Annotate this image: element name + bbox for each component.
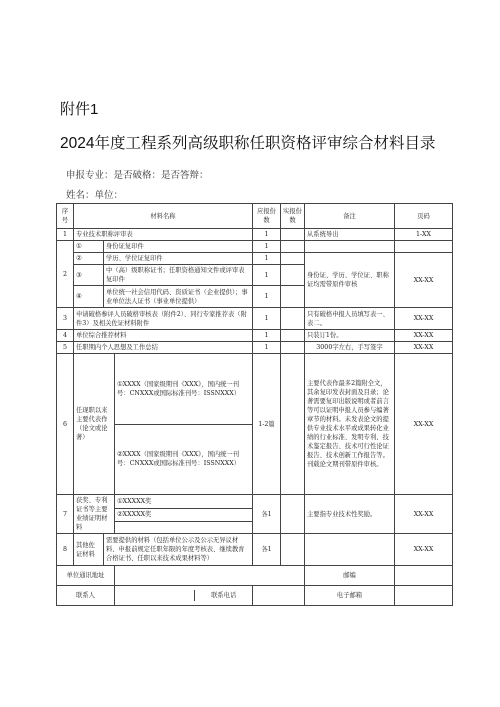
note-cell-empty (305, 534, 395, 566)
copies-cell: 1 (253, 241, 281, 253)
copies-cell: 1 (253, 342, 281, 354)
seq-cell: 1 (57, 229, 74, 241)
table-row (57, 354, 453, 495)
seq-cell: 8 (57, 534, 74, 566)
category-label: 获奖、专利证书等主要业绩证明材料 (74, 495, 115, 534)
actual-cell (281, 534, 305, 566)
copies-cell: 1 (253, 253, 281, 265)
contact-phone-cell (115, 586, 253, 606)
copies-cell: 1 (253, 265, 281, 286)
page-title: 2024年度工程系列高级职称任职资格评审综合材料目录 (60, 135, 436, 152)
page-cell: XX-XX (395, 330, 453, 342)
note-cell: 身份证、学历、学位证、职称证均需带原件审核 (305, 253, 395, 308)
item-list (115, 354, 252, 494)
address-value[interactable] (115, 566, 305, 586)
meta-line-name: 姓名：单位： (66, 190, 124, 201)
meta-line-specialty: 申报专业：是否破格：是否答辩： (66, 170, 209, 181)
actual-cell (281, 342, 305, 354)
header-note: 备注 (305, 204, 395, 229)
address-label: 单位通讯地址 (57, 566, 115, 586)
table-row (57, 229, 453, 241)
copies-cell: 各1 (253, 534, 281, 566)
list-item: ②XXXX（国家级期刊《XXX》，国内统一刊号：CNXXX或国际标准刊号：ISSNXXX） (117, 451, 241, 468)
actual-cell (281, 286, 305, 308)
actual-cell (281, 308, 305, 330)
seq-cell: 4 (57, 330, 74, 342)
page-cell: XX-XX (395, 495, 453, 534)
page-cell: XX-XX (395, 308, 453, 330)
note-cell-empty (305, 241, 395, 253)
table-row (57, 534, 453, 566)
material-name: 单位统一社会信用代码、资质证书（企业提供）；事业单位法人证书（事业单位提供） (104, 286, 253, 308)
actual-cell (281, 253, 305, 265)
footer-row-contact (57, 586, 453, 606)
postcode-value[interactable] (395, 566, 453, 586)
item-mark: ② (74, 253, 104, 265)
actual-cell (281, 265, 305, 286)
copies-cell: 1 (253, 229, 281, 241)
actual-cell (281, 241, 305, 253)
category-label: 任现职以来主要代表作（论文或论著） (74, 354, 115, 495)
page-cell: XX-XX (395, 354, 453, 495)
email-label: 电子邮箱 (305, 586, 395, 606)
header-actual: 实报份数 (281, 204, 305, 229)
actual-cell (281, 229, 305, 241)
seq-cell: 7 (57, 495, 74, 534)
table-row (57, 308, 453, 330)
materials-table (56, 203, 453, 606)
actual-cell (281, 495, 305, 534)
item-list-cell (115, 354, 253, 495)
phone-label: 联系电话 (211, 592, 237, 599)
copies-cell: 各1 (253, 495, 281, 534)
header-copies: 应报份数 (253, 204, 281, 229)
email-value[interactable] (395, 586, 453, 606)
seq-cell: 3 (57, 308, 74, 330)
table-row (57, 241, 453, 253)
list-item: ①XXXXX奖 (115, 495, 252, 508)
seq-cell: 6 (57, 354, 74, 495)
note-cell: 从系统导出 (305, 229, 395, 241)
list-item-empty (115, 521, 252, 533)
copies-cell: 1-2篇 (253, 354, 281, 495)
material-name: 专业技术职称评审表 (74, 229, 253, 241)
table-row (57, 495, 453, 534)
item-list (115, 495, 252, 533)
material-name: 需要提供的材料（包括单位公示及公示无异议材料、申报前规定任职年限的年度考核表、继续教育合格证书、任职以来技术成果材料等） (104, 534, 253, 566)
material-name: 任职期内个人思想及工作总结 (74, 342, 253, 354)
material-name: 中（高）级职称证书；任职资格通知文件或评审表复印件 (104, 265, 253, 286)
contact-phone-split (115, 590, 252, 601)
header-page: 页码 (395, 204, 453, 229)
category-label: 其他佐证材料 (74, 534, 104, 566)
note-cell: 主要代表作最多2篇附全文，其余复印发表封面及目录；论著需要复印出版说明或者前言等可以证明申报人员参与编著章节的材料。未发表论文的提供专业技术水平或成果转化业绩的行业标准、发明专利、技术鉴定报告、技术可行性论证报告、技术创新工作报告等。刊载论文期刊带原件审核。 (305, 354, 395, 495)
copies-cell: 1 (253, 308, 281, 330)
phone-value[interactable] (253, 586, 305, 606)
page-cell: XX-XX (395, 534, 453, 566)
list-item: ②XXXXX奖 (115, 508, 252, 521)
actual-cell (281, 354, 305, 495)
material-name: 学历、学位证复印件 (104, 253, 253, 265)
header-seq: 序号 (57, 204, 74, 229)
footer-row-address (57, 566, 453, 586)
item-mark: ① (74, 241, 104, 253)
postcode-label: 邮编 (305, 566, 395, 586)
page-cell-empty (395, 241, 453, 253)
contact-value[interactable] (115, 590, 195, 601)
note-cell: 只有破格申报人员填写表一、表二。 (305, 308, 395, 330)
copies-cell: 1 (253, 330, 281, 342)
material-name: 单位综合推荐材料 (74, 330, 253, 342)
list-item: ①XXXX（国家级期刊《XXX》，国内统一刊号：CNXXX或国际标准刊号：ISSNXXX） (115, 354, 252, 424)
seq-cell: 2 (57, 241, 74, 308)
material-name: 申请破格参评人员破格审核表（附件2）、同行专家推荐表（附件3）及相关佐证材料附件 (74, 308, 253, 330)
table-row (57, 253, 453, 265)
page-cell: XX-XX (395, 253, 453, 308)
table-row (57, 330, 453, 342)
note-cell: 3000字左右，手写签字 (305, 342, 395, 354)
page-cell: XX-XX (395, 342, 453, 354)
attachment-label: 附件1 (60, 101, 99, 118)
actual-cell (281, 330, 305, 342)
table-header-row (57, 204, 453, 229)
page-cell: 1-XX (395, 229, 453, 241)
note-cell: 主要指专业技术性奖励。 (305, 495, 395, 534)
note-cell: 只装订1份。 (305, 330, 395, 342)
item-mark: ③ (74, 265, 104, 286)
seq-cell: 5 (57, 342, 74, 354)
item-mark: ④ (74, 286, 104, 308)
copies-cell: 1 (253, 286, 281, 308)
contact-label: 联系人 (57, 586, 115, 606)
table-row (57, 342, 453, 354)
item-list-cell (115, 495, 253, 534)
material-name: 身份证复印件 (104, 241, 253, 253)
header-name: 材料名称 (74, 204, 253, 229)
